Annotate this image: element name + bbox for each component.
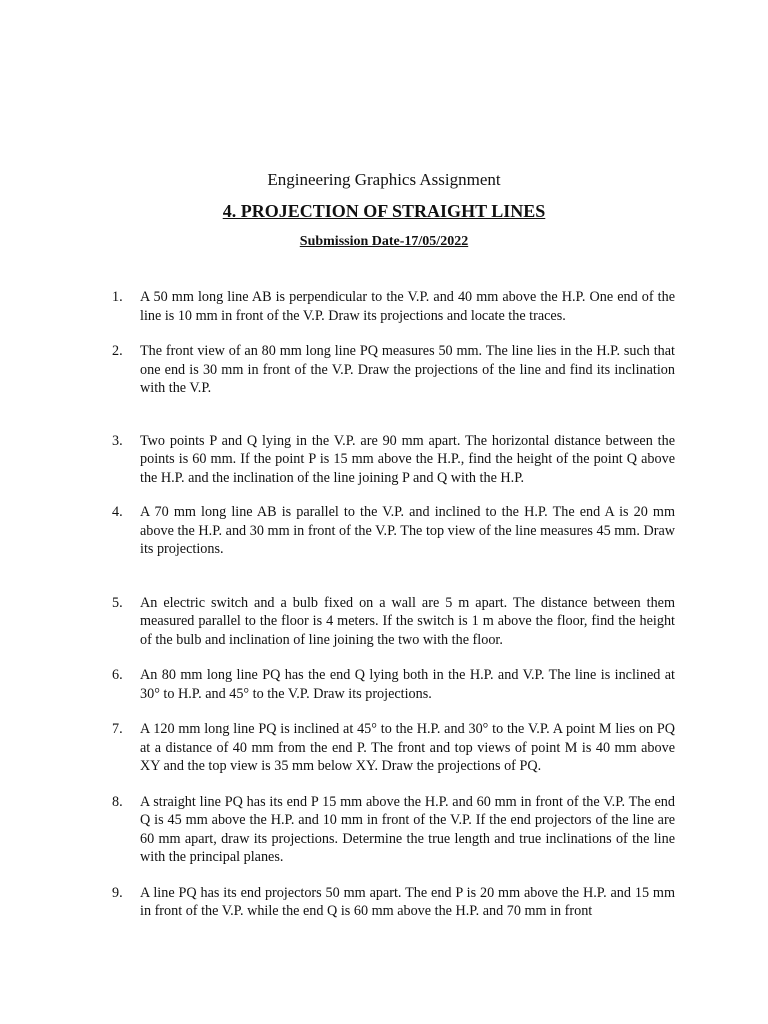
question-text: A 70 mm long line AB is parallel to the V.P. and inclined to the H.P. The end A is 20 mm above the H.P. and 30 mm in front of the V.P. The top view of the line measures 45 mm. Draw its projections. (140, 504, 675, 557)
question-number: 6. (112, 667, 123, 683)
question-number: 5. (112, 594, 123, 611)
question-item (112, 594, 675, 650)
question-text: A 120 mm long line PQ is inclined at 45° to the H.P. and 30° to the V.P. A point M lies on PQ at a distance of 40 mm from the end P. The front and top views of point M is 40 mm above XY and the top view is 35 mm below XY. Draw the projections of PQ. (140, 721, 675, 774)
question-item (112, 793, 675, 867)
question-text: A 50 mm long line AB is perpendicular to the V.P. and 40 mm above the H.P. One end of the line is 10 mm in front of the V.P. Draw its projections and locate the traces. (140, 289, 675, 324)
question-number: 2. (112, 343, 123, 359)
question-number: 3. (112, 432, 123, 449)
question-item (112, 720, 675, 776)
question-text: A line PQ has its end projectors 50 mm apart. The end P is 20 mm above the H.P. and 15 mm in front of the V.P. while the end Q is 60 mm above the H.P. and 70 mm in front (140, 884, 675, 919)
question-text: An 80 mm long line PQ has the end Q lying both in the H.P. and V.P. The line is inclined at 30° to H.P. and 45° to the V.P. Draw its projections. (140, 667, 675, 702)
question-number: 8. (112, 793, 123, 810)
question-number: 9. (112, 884, 123, 901)
document-heading: 4. PROJECTION OF STRAIGHT LINES (222, 201, 546, 221)
question-item (112, 342, 675, 398)
submission-date: Submission Date-17/05/2022 (299, 234, 469, 249)
question-number: 1. (112, 289, 123, 305)
question-text: The front view of an 80 mm long line PQ measures 50 mm. The line lies in the H.P. such that one end is 30 mm in front of the V.P. Draw the projections of the line and find its inclination with the V.P. (140, 343, 675, 396)
question-item (112, 666, 675, 703)
question-item (112, 884, 675, 921)
question-number: 7. (112, 721, 123, 737)
question-text: Two points P and Q lying in the V.P. are 90 mm apart. The horizontal distance between the points is 60 mm. If the point P is 15 mm above the H.P., find the height of the point Q above the H.P. and the inclination of the line joining P and Q with the H.P. (140, 432, 675, 486)
question-item (112, 432, 675, 488)
question-text: A straight line PQ has its end P 15 mm above the H.P. and 60 mm in front of the V.P. The end Q is 45 mm above the H.P. and 10 mm in front of the V.P. If the end projectors of the line are 60 mm apart, draw its projections. Determine the true length and true inclinations of the line with the principal planes. (140, 793, 675, 865)
question-item (112, 288, 675, 325)
question-item (112, 503, 675, 559)
question-list (112, 288, 675, 921)
question-number: 4. (112, 504, 123, 520)
question-text: An electric switch and a bulb fixed on a wall are 5 m apart. The distance between them measured parallel to the floor is 4 meters. If the switch is 1 m above the floor, find the height of the bulb and inclination of line joining the two with the floor. (140, 594, 675, 648)
document-title: Engineering Graphics Assignment (267, 170, 501, 189)
